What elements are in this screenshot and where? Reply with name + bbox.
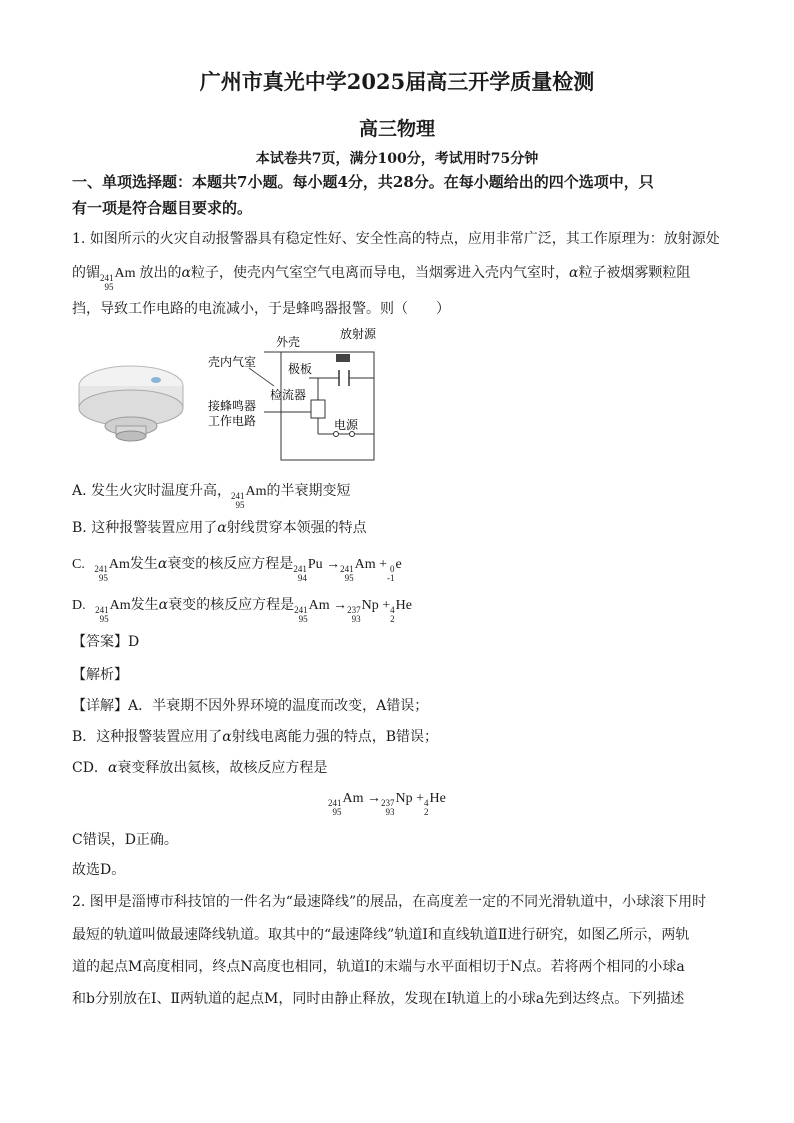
q1-conclusion-1: C错误，D正确。: [72, 832, 178, 848]
q2-stem-line2: 最短的轨道叫做最速降线轨道。取其中的“最速降线”轨道Ⅰ和直线轨道Ⅱ进行研究，如图乙所示，两轨: [72, 927, 690, 943]
label-shell: 外壳: [276, 335, 301, 349]
q2-stem-line4: 和b分别放在Ⅰ、Ⅱ两轨道的起点M，同时由静止释放，发现在Ⅰ轨道上的小球a先到达终点。下列描述: [72, 991, 685, 1007]
q2-stem-line3: 道的起点M高度相同，终点N高度也相同，轨道Ⅰ的末端与水平面相切于N点。若将两个相同的小球a: [72, 959, 685, 975]
label-chamber: 壳内气室: [208, 355, 257, 369]
exam-subject: 高三物理: [358, 118, 435, 140]
q1-option-a: A. 发生火灾时温度升高， 241 95 Am的半衰期变短: [72, 483, 351, 510]
q1-detail-cd: CD．α衰变释放出氦核，故核反应方程是: [72, 760, 328, 776]
q1-option-c: C. 241 95 Am发生α衰变的核反应方程是 241 94 Pu → 241 95 Am + 0 -1 e: [72, 556, 402, 583]
label-plate: 极板: [288, 362, 313, 376]
smoke-detector-image: [79, 366, 183, 441]
exam-title: 广州市真光中学2025届高三开学质量检测: [199, 69, 595, 94]
q1-answer: 【答案】D: [72, 634, 140, 650]
section1-heading-line2: 有一项是符合题目要求的。: [72, 199, 253, 217]
exam-info: 本试卷共7页，满分100分，考试用时75分钟: [255, 151, 539, 167]
q1-option-b: B. 这种报警装置应用了α射线贯穿本领强的特点: [72, 520, 367, 536]
q1-option-d: D. 241 95 Am发生α衰变的核反应方程是 241 95 Am → 237 93 Np + 4 2 He: [72, 597, 412, 624]
q1-equation: 241 95 Am → 237 93 Np + 4 2 He: [328, 791, 446, 817]
q1-detail-b: B．这种报警装置应用了α射线电离能力强的特点，B错误；: [72, 729, 439, 745]
nuclide-am: 241 95 Am: [100, 266, 136, 292]
q1-detail-a: 【详解】A．半衰期不因外界环境的温度而改变，A错误；: [72, 698, 429, 714]
section1-heading-line1: 一、单项选择题：本题共7小题。每小题4分，共28分。在每小题给出的四个选项中，只: [72, 173, 654, 191]
q1-stem-line2: 的镅 241 95 Am 放出的α粒子，使壳内气室空气电离而导电，当烟雾进入壳内气室时，α粒子被烟雾颗粒阻: [72, 265, 691, 292]
q1-stem-line3: 挡，导致工作电路的电流减小，于是蜂鸣器报警。则（ ）: [72, 301, 450, 317]
q1-conclusion-2: 故选D。: [72, 862, 126, 878]
smoke-detector-figure: [74, 326, 384, 462]
label-source: 放射源: [340, 327, 377, 341]
q2-stem-line1: 2. 图甲是淄博市科技馆的一件名为“最速降线”的展品，在高度差一定的不同光滑轨道中，小球滚下用时: [72, 894, 707, 910]
q1-analysis-label: 【解析】: [72, 667, 128, 683]
label-buzzer-line1: 接蜂鸣器: [208, 399, 257, 413]
label-detector: 检流器: [270, 388, 307, 402]
q1-stem-line1: 1. 如图所示的火灾自动报警器具有稳定性好、安全性高的特点，应用非常广泛，其工作原理为：放射源处: [72, 231, 720, 247]
label-power: 电源: [334, 418, 359, 432]
label-buzzer-line2: 工作电路: [208, 414, 257, 428]
